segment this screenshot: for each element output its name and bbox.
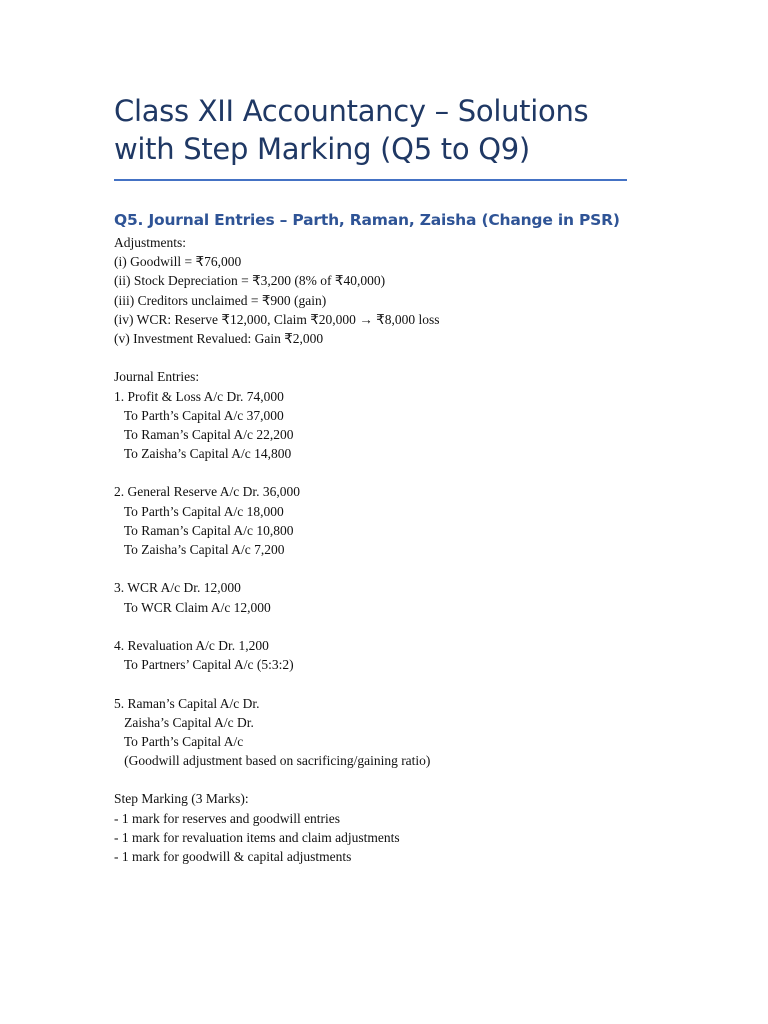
section-heading: Q5. Journal Entries – Parth, Raman, Zaisha (Change in PSR) (114, 211, 620, 229)
body-line: To Parth’s Capital A/c 37,000 (114, 407, 284, 423)
body-line: To Zaisha’s Capital A/c 14,800 (114, 446, 292, 462)
body-line: - 1 mark for revaluation items and claim adjustments (114, 829, 400, 845)
body-line: 3. WCR A/c Dr. 12,000 (114, 580, 241, 596)
body-line: To Raman’s Capital A/c 22,200 (114, 426, 294, 442)
document-page (114, 92, 634, 866)
body-line: - 1 mark for goodwill & capital adjustments (114, 849, 352, 864)
body-line: Step Marking (3 Marks): (114, 791, 249, 807)
body-line: - 1 mark for reserves and goodwill entries (114, 810, 341, 826)
body-line: 4. Revaluation A/c Dr. 1,200 (114, 637, 269, 653)
body-line: Journal Entries: (114, 369, 200, 385)
body-line: (v) Investment Revalued: Gain ₹2,000 (114, 330, 324, 346)
body-line: 2. General Reserve A/c Dr. 36,000 (114, 484, 300, 500)
body-line: To Parth’s Capital A/c 18,000 (114, 503, 284, 519)
blank-line (114, 348, 634, 367)
body-line: To Partners’ Capital A/c (5:3:2) (114, 657, 294, 673)
blank-line (114, 559, 634, 578)
body-line: To Raman’s Capital A/c 10,800 (114, 522, 294, 538)
body-line: (ii) Stock Depreciation = ₹3,200 (8% of ₹40,000) (114, 273, 386, 289)
body-line: (iii) Creditors unclaimed = ₹900 (gain) (114, 292, 327, 308)
blank-line (114, 770, 634, 789)
body-line: (Goodwill adjustment based on sacrificing/gaining ratio) (114, 753, 431, 769)
body-line: (i) Goodwill = ₹76,000 (114, 254, 242, 270)
section-body (114, 233, 634, 866)
blank-line (114, 463, 634, 482)
blank-line (114, 674, 634, 693)
body-line: Zaisha’s Capital A/c Dr. (114, 714, 254, 730)
body-line: To WCR Claim A/c 12,000 (114, 599, 271, 615)
blank-line (114, 617, 634, 636)
body-line: (iv) WCR: Reserve ₹12,000, Claim ₹20,000 → ₹8,000 loss (114, 311, 440, 327)
document-title: Class XII Accountancy – Solutions with Step Marking (Q5 to Q9) (114, 94, 589, 166)
body-line: To Parth’s Capital A/c (114, 733, 244, 749)
body-line: 1. Profit & Loss A/c Dr. 74,000 (114, 388, 284, 404)
body-line: 5. Raman’s Capital A/c Dr. (114, 695, 260, 711)
body-line: Adjustments: (114, 235, 187, 250)
title-underline (114, 179, 627, 181)
body-line: To Zaisha’s Capital A/c 7,200 (114, 542, 285, 557)
